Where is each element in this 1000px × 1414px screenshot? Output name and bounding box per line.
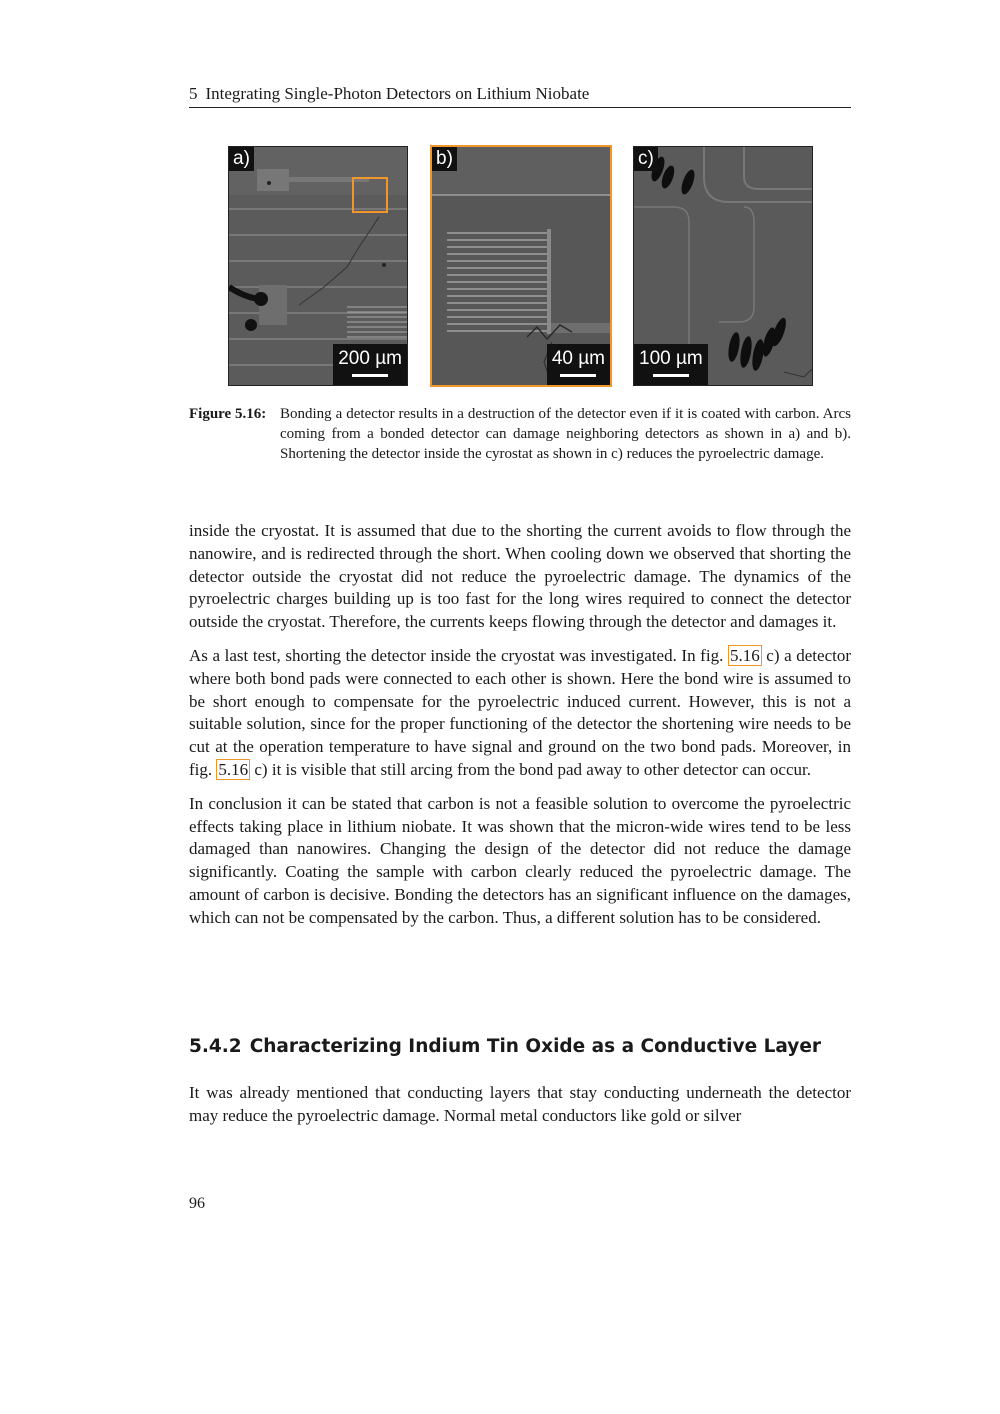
- caption-label: Figure 5.16:: [189, 406, 267, 422]
- paragraph: In conclusion it can be stated that carbon is not a feasible solution to overcome the pyroelectric effects taking place in lithium niobate. It was shown that the micron-wide wires tend to be less damaged than nanowires. Changing the design of the detector did not reduce the damage significantly. Coating the sample with carbon clearly reduced the pyroelectric damage. The amount of carbon is decisive. Bonding the detectors has an significant influence on the damages, which can not be compensated by the carbon. Thus, a different solution has to be considered.: [189, 793, 851, 927]
- paragraph: [189, 645, 851, 782]
- scale-bar-label: 40 µm: [551, 348, 605, 369]
- figure-reference-link[interactable]: 5.16: [218, 759, 249, 779]
- figure-panel-c: [633, 146, 813, 386]
- figure-caption: [189, 404, 851, 464]
- figure-reference-link[interactable]: 5.16: [729, 645, 760, 665]
- panel-label: c): [634, 147, 658, 171]
- paragraph-text: As a last test, shorting the detector inside the cryostat was investigated. In fig.: [189, 645, 724, 665]
- page-number: 96: [189, 1195, 205, 1212]
- running-header: [189, 84, 851, 108]
- paragraph: It was already mentioned that conducting layers that stay conducting underneath the detector may reduce the pyroelectric damage. Normal metal conductors like gold or silver: [189, 1083, 851, 1125]
- scale-bar: [653, 374, 689, 377]
- paragraph-text: c) a detector where both bond pads were connected to each other is shown. Here the bond wire is assumed to be short enough to compensate for the pyroelectric induced current. However, this is not a suitable solution, since for the proper functioning of the detector the shortening wire needs to be cut at the operation temperature to have signal and ground on the two bond pads. Moreover, in fig.: [189, 645, 852, 779]
- body-text: [189, 520, 851, 941]
- body-text: [189, 1082, 851, 1139]
- scale-bar-label: 100 µm: [639, 348, 703, 369]
- chapter-number: 5: [189, 84, 198, 103]
- section-title: Characterizing Indium Tin Oxide as a Conductive Layer: [249, 1036, 822, 1057]
- panel-label: a): [229, 147, 254, 171]
- scale-bar-box: [547, 344, 610, 385]
- scale-bar-label: 200 µm: [338, 348, 402, 369]
- scale-bar: [560, 374, 596, 377]
- section-number: 5.4.2: [189, 1036, 242, 1057]
- scale-bar-box: [333, 344, 407, 385]
- scale-bar-box: [634, 344, 708, 385]
- paragraph: inside the cryostat. It is assumed that due to the shorting the current avoids to flow through the nanowire, and is redirected through the short. When cooling down we observed that shorting the detector outside the cryostat did not reduce the pyroelectric damage. The dynamics of the pyroelectric charges building up is too fast for the long wires required to connect the detector outside the cryostat. Therefore, the currents keeps flowing through the detector and damages it.: [189, 521, 851, 632]
- panel-label: b): [432, 147, 457, 171]
- figure-panel-b: [430, 145, 612, 387]
- caption-text: Bonding a detector results in a destruction of the detector even if it is coated with carbon. Arcs coming from a bonded detector can damage neighboring detectors as shown in a) and b). Shortening the detector inside the cyrostat as shown in c) reduces the pyroelectric damage.: [280, 406, 851, 462]
- figure-panel-a: [228, 146, 408, 386]
- paragraph-text: c) it is visible that still arcing from the bond pad away to other detector can occur.: [254, 759, 811, 779]
- section-heading: [189, 1035, 821, 1059]
- scale-bar: [352, 374, 388, 377]
- chapter-title: Integrating Single-Photon Detectors on Lithium Niobate: [205, 84, 590, 103]
